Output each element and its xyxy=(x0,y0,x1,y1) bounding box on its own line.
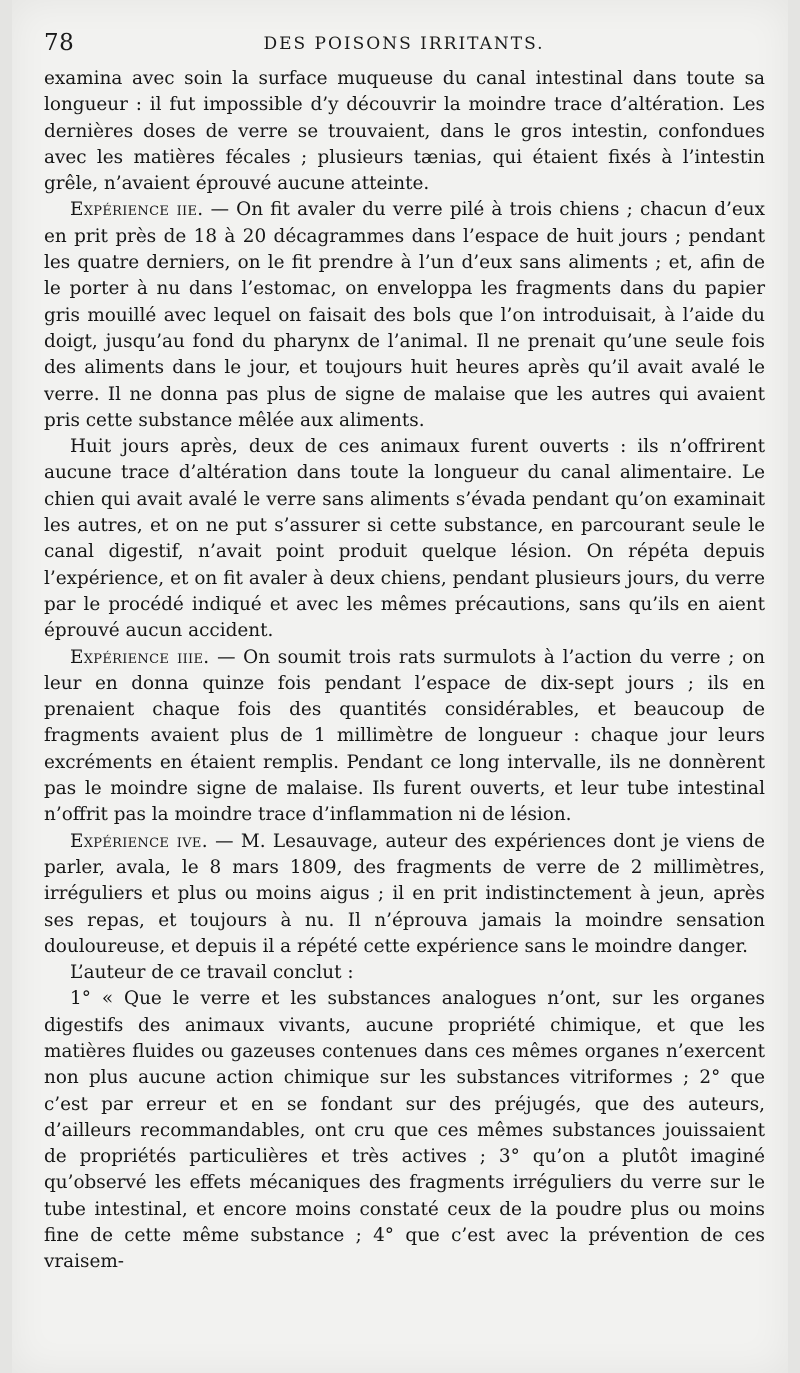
paragraph-results xyxy=(44,434,765,644)
paragraph-experience-4 xyxy=(44,829,765,960)
paragraph-text: 1° « Que le verre et les substances analogues n’ont, sur les organes digestifs des animaux vivants, aucune propriété chimique, et que les matières fluides ou gazeuses contenues dans ces mêmes organes n’exercent non plus aucune action chimique sur les substances vitriformes ; 2° que c’est par erreur et en se fondant sur des préjugés, que des auteurs, d’ailleurs recommandables, ont cru que ces mêmes substances jouissaient de propriétés particulières et très actives ; 3° qu’on a plutôt imaginé qu’observé les effets mécaniques des fragments irréguliers du verre sur le tube intestinal, et encore moins constaté ceux de la poudre plus ou moins fine de cette même substance ; 4° que c’est avec la prévention de ces vraisem- xyxy=(44,988,765,1273)
page-number: 78 xyxy=(44,30,75,56)
body-text xyxy=(44,66,765,1276)
experience-heading: Expérience iie. xyxy=(70,199,204,221)
paragraph-text: examina avec soin la surface muqueuse du canal intestinal dans toute sa longueur : il fut impossible d’y découvrir la moindre trace d’altération. Les dernières doses de verre se trouvaient, dans le gros intestin, confondues avec les matières fécales ; plusieurs tænias, qui étaient fixés à l’intestin grêle, n’avaient éprouvé aucune atteinte. xyxy=(44,68,765,195)
book-page xyxy=(12,0,788,1373)
paragraph-continuation xyxy=(44,66,765,197)
page-header xyxy=(44,30,764,60)
experience-heading: Expérience iiie. xyxy=(70,646,210,668)
paragraph-text: — On fit avaler du verre pilé à trois chiens ; chacun d’eux en prit près de 18 à 20 décagrammes dans l’espace de huit jours ; pendant les quatre derniers, on le fit prendre à l’un d’eux sans aliments ; et, afin de le porter à nu dans l’estomac, on enveloppa les fragments dans du papier gris mouillé avec lequel on faisait des bols que l’on introduisait, à l’aide du doigt, jusqu’au fond du pharynx de l’animal. Il ne prenait qu’une seule fois des aliments dans le jour, et toujours huit heures après qu’il avait avalé le verre. Il ne donna pas plus de signe de malaise que les autres qui avaient pris cette substance mêlée aux aliments. xyxy=(44,199,765,431)
paragraph-text: Huit jours après, deux de ces animaux furent ouverts : ils n’offrirent aucune trace d’altération dans toute la longueur du canal alimentaire. Le chien qui avait avalé le verre sans aliments s’évada pendant qu’on examinait les autres, et on ne put s’assurer si cette substance, en parcourant seule le canal digestif, n’avait point produit quelque lésion. On répéta depuis l’expérience, et on fit avaler à deux chiens, pendant plusieurs jours, du verre par le procédé indiqué et avec les mêmes précautions, sans qu’ils en aient éprouvé aucun accident. xyxy=(44,436,765,642)
paragraph-text: — On soumit trois rats surmulots à l’action du verre ; on leur en donna quinze fois pendant l’espace de dix-sept jours ; ils en prenaient chaque fois des quantités considérables, et beaucoup de fragments avaient plus de 1 millimètre de longueur : chaque jour leurs excréments en étaient remplis. Pendant ce long intervalle, ils ne donnèrent pas le moindre signe de malaise. Ils furent ouverts, et leur tube intestinal n’offrit pas la moindre trace d’inflammation ni de lésion. xyxy=(44,646,766,826)
paragraph-experience-2 xyxy=(44,197,765,434)
paragraph-conclusion-intro xyxy=(44,960,765,986)
paragraph-text: — M. Lesauvage, auteur des expériences dont je viens de parler, avala, le 8 mars 1809, des fragments de verre de 2 millimètres, irréguliers et plus ou moins aigus ; il en prit indistinctement à jeun, après ses repas, et toujours à nu. Il n’éprouva jamais la moindre sensation douloureuse, et depuis il a répété cette expérience sans le moindre danger. xyxy=(44,830,765,957)
running-title: DES POISONS IRRITANTS. xyxy=(263,34,545,54)
experience-heading: Expérience ive. xyxy=(70,830,208,852)
paragraph-experience-3 xyxy=(44,645,765,829)
paragraph-conclusion xyxy=(44,986,765,1275)
paragraph-text: L’auteur de ce travail conclut : xyxy=(70,962,354,984)
